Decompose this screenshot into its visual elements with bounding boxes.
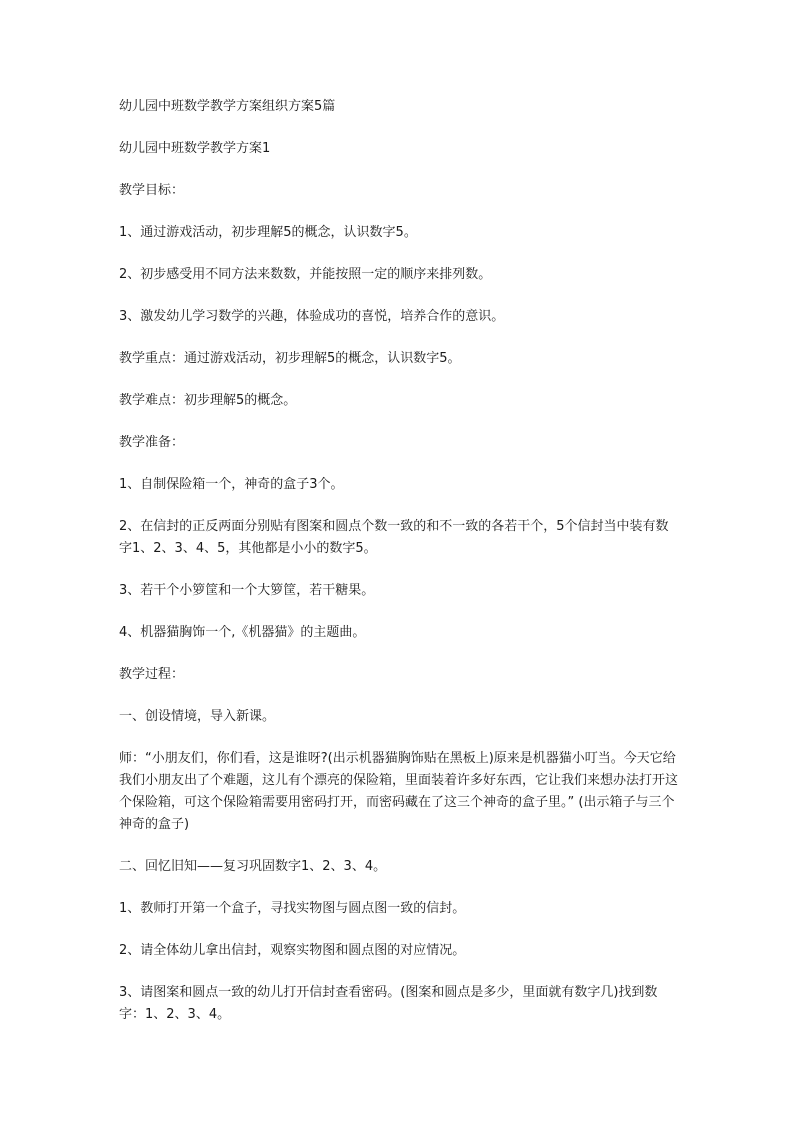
document-title: 幼儿园中班数学教学方案组织方案5篇 (119, 99, 336, 114)
paragraph-goal-1: 1、通过游戏活动，初步理解5的概念，认识数字5。 (119, 225, 417, 240)
paragraph-process-heading: 教学过程： (119, 667, 185, 682)
paragraph-goal-3: 3、激发幼儿学习数学的兴趣，体验成功的喜悦，培养合作的意识。 (119, 309, 505, 324)
paragraph-goal-2: 2、初步感受用不同方法来数数，并能按照一定的顺序来排列数。 (119, 267, 492, 282)
paragraph-activity-1: 1、教师打开第一个盒子，寻找实物图与圆点图一致的信封。 (119, 901, 466, 916)
paragraph-step-2-heading: 二、回忆旧知——复习巩固数字1、2、3、4。 (119, 859, 387, 874)
paragraph-prep-3: 3、若干个小箩筐和一个大箩筐，若干糖果。 (119, 583, 375, 598)
paragraph-difficulty: 教学难点：初步理解5的概念。 (119, 393, 297, 408)
paragraph-prep-4: 4、机器猫胸饰一个,《机器猫》的主题曲。 (119, 625, 366, 640)
paragraph-prep-2: 2、在信封的正反两面分别贴有图案和圆点个数一致的和不一致的各若干个，5个信封当中装有数字1、2、3、4、5，其他都是小小的数字5。 (119, 519, 669, 556)
document-page (119, 96, 679, 1046)
paragraph-key-point: 教学重点：通过游戏活动，初步理解5的概念，认识数字5。 (119, 351, 461, 366)
paragraph-activity-3: 3、请图案和圆点一致的幼儿打开信封查看密码。(图案和圆点是多少，里面就有数字几)找到数字：1、2、3、4。 (119, 985, 658, 1022)
paragraph-teacher-dialogue: 师：“小朋友们，你们看，这是谁呀?(出示机器猫胸饰贴在黑板上)原来是机器猫小叮当。今天它给我们小朋友出了个难题，这儿有个漂亮的保险箱，里面装着许多好东西，它让我们来想办法打开这个保险箱，可这个保险箱需要用密码打开，而密码藏在了这三个神奇的盒子里。” (出示箱子与三个神奇的盒子) (119, 751, 679, 832)
paragraph-teaching-goals-heading: 教学目标： (119, 183, 185, 198)
paragraph-prep-1: 1、自制保险箱一个，神奇的盒子3个。 (119, 477, 344, 492)
paragraph-step-1-heading: 一、创设情境，导入新课。 (119, 709, 276, 724)
paragraph-activity-2: 2、请全体幼儿拿出信封，观察实物图和圆点图的对应情况。 (119, 943, 466, 958)
paragraph-preparation-heading: 教学准备： (119, 435, 185, 450)
section-heading: 幼儿园中班数学教学方案1 (119, 141, 271, 156)
